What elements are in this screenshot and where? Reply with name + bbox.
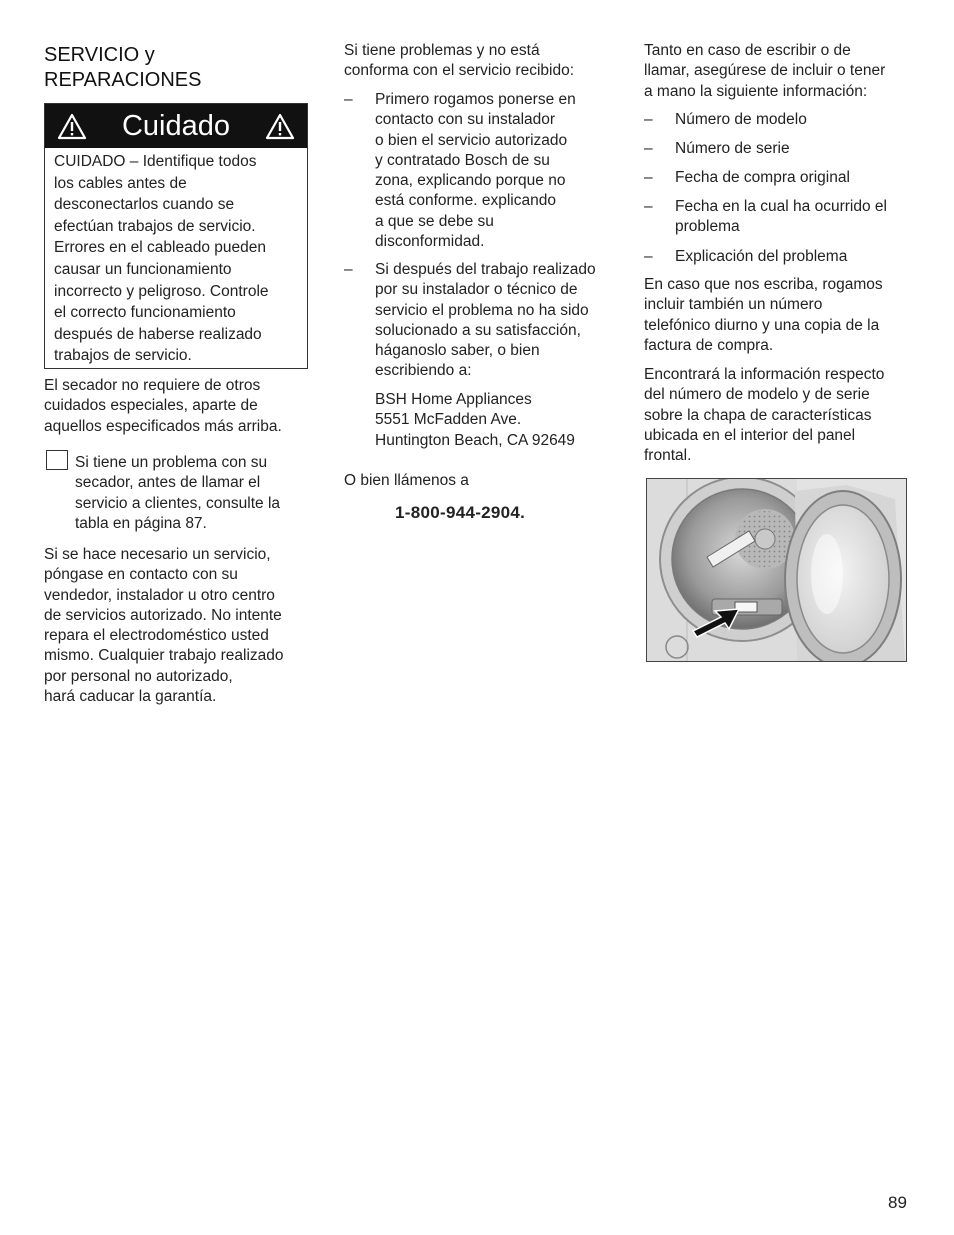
list-dash: –: [644, 198, 653, 215]
list-item: Número de modelo: [675, 111, 807, 128]
paragraph: Tanto en caso de escribir o de llamar, asegúrese de incluir o tener a mano la siguiente información:: [644, 42, 886, 100]
paragraph: Si tiene problemas y no está conforma con el servicio recibido:: [344, 42, 575, 80]
column-1: [44, 0, 310, 720]
phone-number: 1-800-944-2904.: [395, 503, 526, 522]
section-title: SERVICIO y REPARACIONES: [44, 44, 202, 91]
list-dash: –: [644, 111, 653, 128]
list-item: Explicación del problema: [675, 248, 848, 265]
call-text: O bien llámenos a: [344, 472, 469, 489]
list-item: Fecha de compra original: [675, 169, 850, 186]
list-dash: –: [644, 140, 653, 157]
list-item: Número de serie: [675, 140, 790, 157]
dryer-drawing: [647, 479, 906, 661]
dryer-illustration: [646, 478, 907, 662]
note-text: Si tiene un problema con su secador, antes de llamar el servicio a clientes, consulte la tabla en página 87.: [75, 454, 281, 532]
list-dash: –: [344, 261, 353, 278]
list-item: Si después del trabajo realizado por su instalador o técnico de servicio el problema no ha sido solucionado a su satisfacción, háganoslo saber, o bien escribiendo a:: [375, 261, 596, 380]
caution-box: [44, 103, 308, 369]
list-item: Fecha en la cual ha ocurrido el problema: [675, 198, 887, 236]
caution-text: CUIDADO – Identifique todos los cables antes de desconectarlos cuando se efectúan trabajos de servicio. Errores en el cableado pueden causar un funcionamiento incorrecto y peligroso. Controle el correcto funcionamiento después de haberse realizado trabajos de servicio.: [54, 153, 269, 365]
address: BSH Home Appliances 5551 McFadden Ave. Huntington Beach, CA 92649: [375, 391, 575, 449]
paragraph: El secador no requiere de otros cuidados especiales, aparte de aquellos especificados más arriba.: [44, 377, 282, 435]
paragraph: Encontrará la información respecto del número de modelo y de serie sobre la chapa de características ubicada en el interior del panel frontal.: [644, 366, 885, 465]
page-number: 89: [888, 1193, 907, 1212]
list-dash: –: [644, 169, 653, 186]
column-2: [344, 0, 614, 540]
column-3: [644, 0, 908, 680]
caution-lead: CUIDADO: [54, 153, 126, 170]
list-dash: –: [644, 248, 653, 265]
warning-triangle-icon: [265, 112, 295, 140]
paragraph: En caso que nos escriba, rogamos incluir también un número telefónico diurno y una copia de la factura de compra.: [644, 276, 883, 354]
paragraph: Si se hace necesario un servicio, póngase en contacto con su vendedor, instalador u otro centro de servicios autorizado. No intente repara el electrodoméstico usted mismo. Cualquier trabajo realizado por personal no autorizado, hará caducar la garantía.: [44, 546, 284, 706]
list-dash: –: [344, 91, 353, 108]
list-item: Primero rogamos ponerse en contacto con su instalador o bien el servicio autorizado y contratado Bosch de su zona, explicando porque no está conforme. explicando a que se debe su disconformidad.: [375, 91, 576, 251]
caution-header: [45, 104, 307, 148]
caution-title: Cuidado: [121, 110, 231, 142]
note-checkbox-icon: [46, 450, 68, 470]
